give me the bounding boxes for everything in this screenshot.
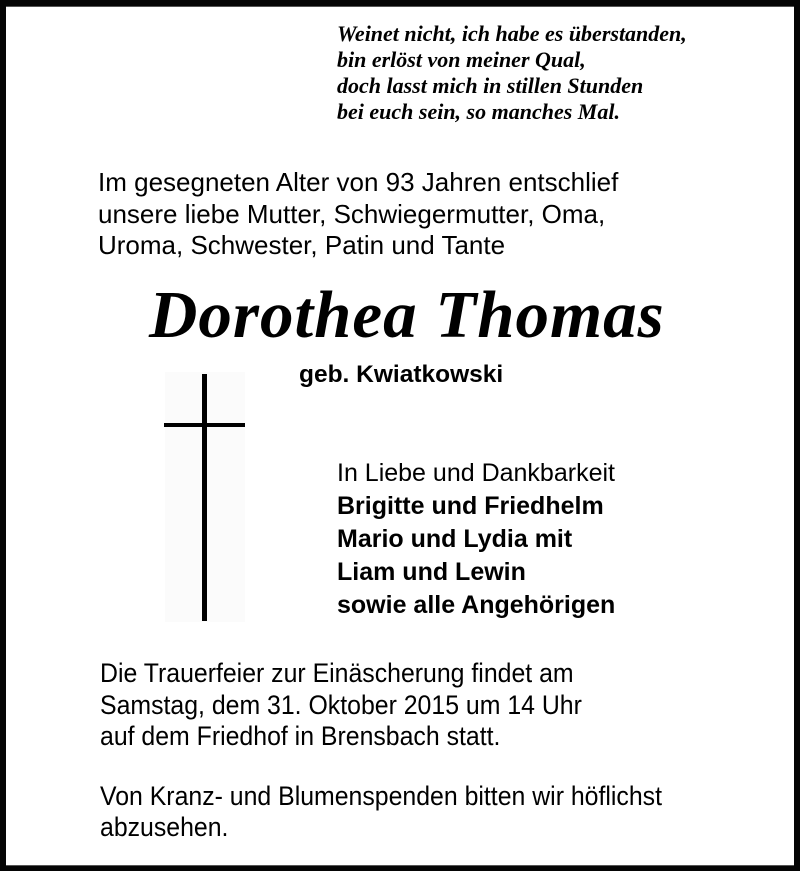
ceremony-line: Samstag, dem 31. Oktober 2015 um 14 Uhr — [100, 689, 582, 720]
paragraph-gap — [100, 753, 662, 781]
announcement-line: Uroma, Schwester, Patin und Tante — [98, 230, 506, 260]
maiden-name: geb. Kwiatkowski — [299, 361, 504, 388]
cross-icon-horizontal-bar — [164, 423, 245, 427]
poem-line: bin erlöst von meiner Qual, — [337, 47, 586, 72]
flowers-note-line: abzusehen. — [100, 812, 229, 842]
death-announcement — [98, 167, 618, 262]
flowers-note-line: Von Kranz- und Blumenspenden bitten wir höflichst — [100, 780, 663, 811]
poem-line: bei euch sein, so manches Mal. — [337, 99, 620, 124]
announcement-line: unsere liebe Mutter, Schwiegermutter, Oma, — [98, 198, 606, 229]
mourners-block — [337, 457, 615, 622]
poem-line: Weinet nicht, ich habe es überstanden, — [337, 21, 687, 46]
funeral-details — [100, 658, 662, 844]
mourner-line: Mario und Lydia mit — [337, 525, 573, 553]
deceased-name: Dorothea Thomas — [149, 278, 665, 352]
cross-icon-vertical-bar — [202, 374, 207, 621]
mourners-intro: In Liebe und Dankbarkeit — [337, 459, 615, 487]
ceremony-line: Die Trauerfeier zur Einäscherung findet am — [100, 658, 574, 688]
ceremony-line: auf dem Friedhof in Brensbach statt. — [100, 721, 501, 751]
memorial-poem — [337, 21, 687, 125]
poem-line: doch lasst mich in stillen Stunden — [337, 73, 644, 98]
mourner-line: Brigitte und Friedhelm — [337, 492, 604, 520]
mourner-line: Liam und Lewin — [337, 558, 526, 586]
announcement-line: Im gesegneten Alter von 93 Jahren entschlief — [98, 167, 619, 197]
mourner-line: sowie alle Angehörigen — [337, 591, 616, 619]
